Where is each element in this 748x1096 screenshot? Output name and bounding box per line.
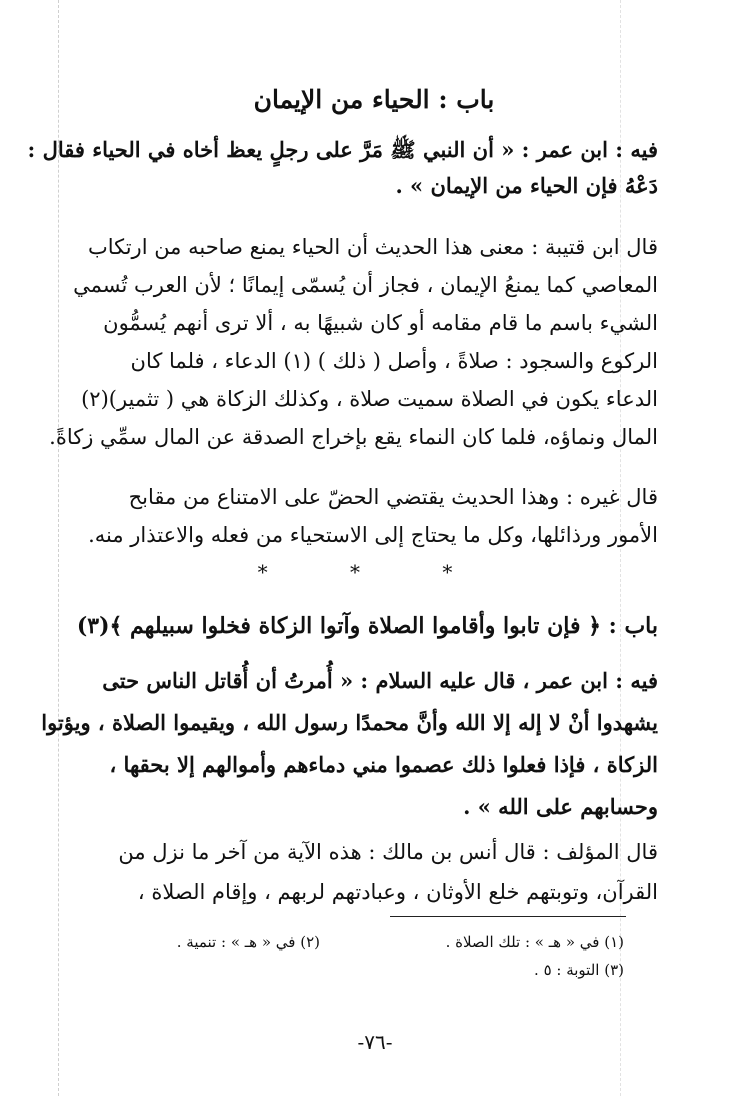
hadith2-line-3: الزكاة ، فإذا فعلوا ذلك عصموا مني دماءهم وأموالهم إلا بحقها ، [109, 752, 658, 777]
hadith1-line-1: فيه : ابن عمر : « أن النبي ﷺ مَرَّ على رجلٍ يعظ أخاه في الحياء فقال : [27, 137, 658, 162]
para1-line-1: قال ابن قتيبة : معنى هذا الحديث أن الحياء يمنع صاحبه من ارتكاب [87, 235, 658, 259]
para1-line-6: المال ونماؤه، فلما كان النماء يقع بإخراج الصدقة عن المال سمِّي زكاةً. [49, 425, 658, 449]
para3-line-2: القرآن، وتوبتهم خلع الأوثان ، وعبادتهم لربهم ، وإقام الصلاة ، [137, 880, 658, 904]
hadith2-line-1: فيه : ابن عمر ، قال عليه السلام : « أُمرتُ أن أُقاتل الناس حتى [102, 668, 658, 693]
footnote-2: (٢) في « هـ » : تنمية . [176, 933, 320, 951]
section-separator-stars: * * * [257, 560, 491, 584]
chapter-heading-repentance [76, 608, 658, 644]
commentary-author [90, 832, 658, 912]
commentary-other-scholar [90, 478, 658, 554]
para1-line-5: الدعاء يكون في الصلاة سميت صلاة ، وكذلك الزكاة هي ( تثمير)(٢) [81, 387, 658, 411]
heading2-text: باب : ﴿ فإن تابوا وأقاموا الصلاة وآتوا الزكاة فخلوا سبيلهم ﴾(٣) [76, 613, 658, 639]
hadith-ibn-umar-modesty [27, 132, 658, 204]
footnote-1: (١) في « هـ » : تلك الصلاة . [445, 933, 624, 951]
page-number: -٧٦- [357, 1030, 393, 1054]
chapter-heading-modesty: باب : الحياء من الإيمان [253, 85, 495, 114]
footnote-rule [390, 916, 626, 917]
commentary-ibn-qutaybah [49, 228, 658, 456]
hadith2-line-2: يشهدوا أنْ لا إله إلا الله وأنَّ محمدًا رسول الله ، ويقيموا الصلاة ، ويؤتوا [41, 710, 658, 735]
footnote-3: (٣) التوبة : ٥ . [534, 961, 624, 979]
para2-line-1: قال غيره : وهذا الحديث يقتضي الحضّ على الامتناع من مقابح [128, 485, 658, 509]
para1-line-3: الشيء باسم ما قام مقامه أو كان شبيهًا به ، ألا ترى أنهم يُسمُّون [103, 311, 658, 335]
para3-line-1: قال المؤلف : قال أنس بن مالك : هذه الآية من آخر ما نزل من [118, 840, 658, 864]
hadith2-line-4: وحسابهم على الله » . [463, 794, 658, 819]
hadith1-line-2: دَعْهُ فإن الحياء من الإيمان » . [395, 173, 658, 198]
para2-line-2: الأمور ورذائلها، وكل ما يحتاج إلى الاستحياء من فعله والاعتذار منه. [88, 523, 658, 547]
para1-line-4: الركوع والسجود : صلاةً ، وأصل ( ذلك ) (١) الدعاء ، فلما كان [130, 349, 658, 373]
hadith-ibn-umar-fighting [41, 660, 658, 828]
para1-line-2: المعاصي كما يمنعُ الإيمان ، فجاز أن يُسمّى إيمانًا ؛ لأن العرب تُسمي [73, 273, 658, 297]
